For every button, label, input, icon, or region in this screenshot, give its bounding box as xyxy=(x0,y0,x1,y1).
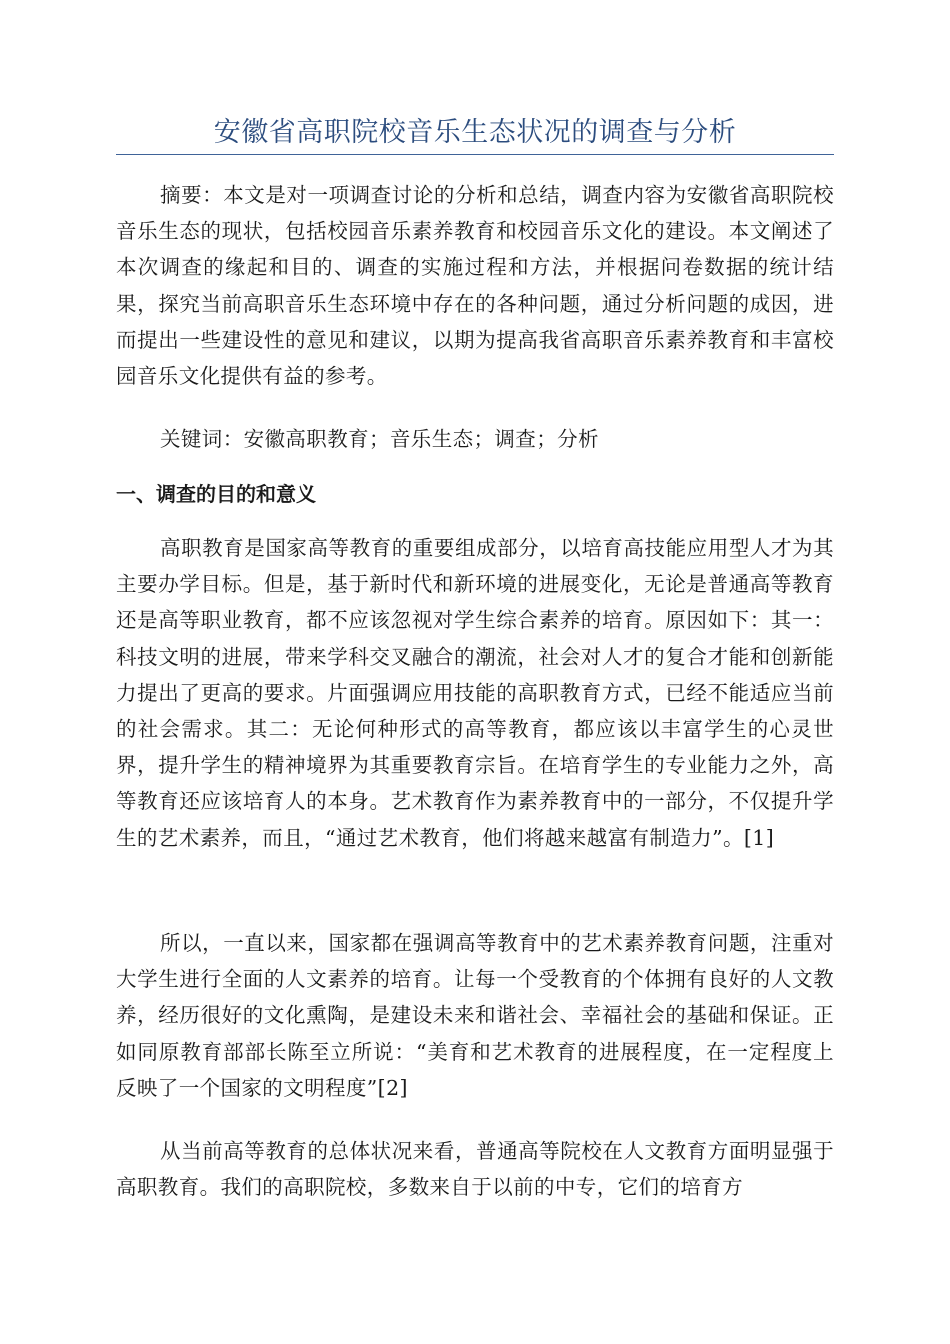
abstract-paragraph: 摘要：本文是对一项调查讨论的分析和总结，调查内容为安徽省高职院校音乐生态的现状，包括校园音乐素养教育和校园音乐文化的建设。本文阐述了本次调查的缘起和目的、调查的实施过程和方法，并根据问卷数据的统计结果，探究当前高职音乐生态环境中存在的各种问题，通过分析问题的成因，进而提出一些建设性的意见和建议，以期为提高我省高职音乐素养教育和丰富校园音乐文化提供有益的参考。 xyxy=(116,183,834,389)
body-paragraph: 高职教育是国家高等教育的重要组成部分，以培育高技能应用型人才为其主要办学目标。但是，基于新时代和新环境的进展变化，无论是普通高等教育还是高等职业教育，都不应该忽视对学生综合素养的培育。原因如下：其一：科技文明的进展，带来学科交叉融合的潮流，社会对人才的复合才能和创新能力提出了更高的要求。片面强调应用技能的高职教育方式，已经不能适应当前的社会需求。其二：无论何种形式的高等教育，都应该以丰富学生的心灵世界，提升学生的精神境界为其重要教育宗旨。在培育学生的专业能力之外，高等教育还应该培育人的本身。艺术教育作为素养教育中的一部分，不仅提升学生的艺术素养，而且，“通过艺术教育，他们将越来越富有制造力”。[1] xyxy=(116,536,834,850)
section-heading: 一、调查的目的和意义 xyxy=(116,482,316,506)
document-title: 安徽省高职院校音乐生态状况的调查与分析 xyxy=(213,117,737,148)
body-paragraph: 所以，一直以来，国家都在强调高等教育中的艺术素养教育问题，注重对大学生进行全面的人文素养的培育。让每一个受教育的个体拥有良好的人文教养，经历很好的文化熏陶，是建设未来和谐社会、幸福社会的基础和保证。正如同原教育部部长陈至立所说：“美育和艺术教育的进展程度，在一定程度上反映了一个国家的文明程度”[2] xyxy=(116,931,834,1100)
title-underline xyxy=(116,154,834,155)
keywords-line: 关键词：安徽高职教育；音乐生态；调查；分析 xyxy=(160,427,599,451)
body-paragraph: 从当前高等教育的总体状况来看，普通高等院校在人文教育方面明显强于高职教育。我们的高职院校，多数来自于以前的中专，它们的培育方 xyxy=(116,1139,834,1200)
